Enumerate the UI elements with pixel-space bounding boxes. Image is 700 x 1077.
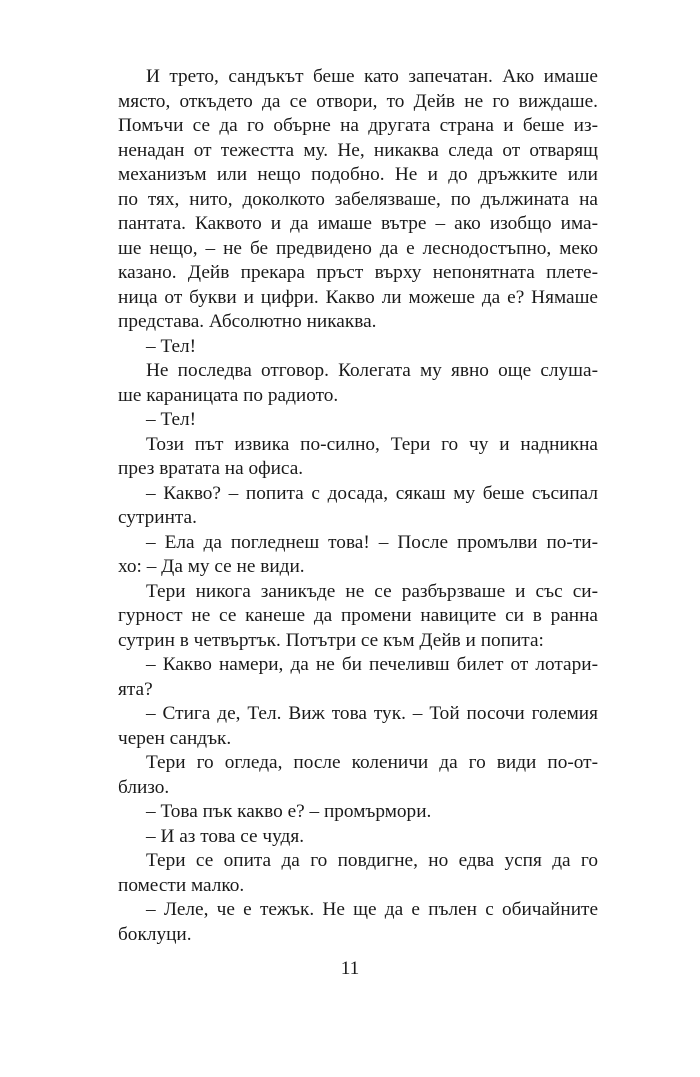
text-line: ше караницата по радиото. bbox=[118, 384, 339, 406]
text-line: – Ела да погледнеш това! – После промълви по-ти- bbox=[146, 531, 598, 553]
text-line: хо: – Да му се не види. bbox=[118, 556, 305, 577]
text-line: Тери го огледа, после коленичи да го види по-от- bbox=[146, 752, 598, 773]
page-body-text bbox=[118, 65, 598, 947]
text-line: ше нещо, – не бе предвидено да е леснодостъпно, меко bbox=[118, 237, 598, 259]
text-line: сутринта. bbox=[118, 507, 197, 528]
text-line: по тях, нито, доколкото забелязваше, по дължината на bbox=[118, 188, 598, 210]
text-line: черен сандък. bbox=[118, 727, 232, 749]
text-line: представа. Абсолютно никаква. bbox=[118, 311, 377, 332]
text-line: през вратата на офиса. bbox=[118, 458, 304, 479]
text-line: Помъчи се да го обърне на другата страна и беше из- bbox=[118, 115, 598, 136]
text-line: ята? bbox=[118, 678, 153, 700]
text-line: – Това пък какво е? – промърмори. bbox=[146, 801, 432, 822]
text-line: Тери се опита да го повдигне, но едва успя да го bbox=[146, 850, 598, 871]
text-line: боклуци. bbox=[118, 923, 192, 945]
text-line: Този път извика по-силно, Тери го чу и надникна bbox=[146, 433, 598, 455]
text-line: място, откъдето да се отвори, то Дейв не го виждаше. bbox=[118, 90, 598, 112]
text-line: – Какво намери, да не би печеливш билет от лотари- bbox=[146, 654, 598, 675]
text-line: И трето, сандъкът беше като запечатан. Ако имаше bbox=[146, 66, 598, 87]
text-line: гурност не се канеше да промени навиците си в ранна bbox=[118, 605, 598, 626]
text-line: пантата. Каквото и да имаше вътре – ако изобщо има- bbox=[118, 213, 598, 234]
page-number: 11 bbox=[340, 958, 360, 979]
text-line: близо. bbox=[118, 776, 170, 798]
text-line: Не последва отговор. Колегата му явно още слуша- bbox=[146, 360, 598, 381]
text-line: казано. Дейв прекара пръст върху непонятната плете- bbox=[118, 262, 598, 283]
text-line: – Тел! bbox=[146, 335, 197, 357]
text-line: ненадан от тежестта му. Не, никаква следа от отварящ bbox=[118, 139, 598, 161]
text-line: – Тел! bbox=[146, 409, 197, 430]
text-line: – Стига де, Тел. Виж това тук. – Той посочи големия bbox=[146, 703, 598, 724]
text-line: механизъм или нещо подобно. Не и до дръжките или bbox=[118, 164, 598, 185]
text-line: – И аз това се чудя. bbox=[146, 825, 305, 847]
text-line: – Какво? – попита с досада, сякаш му беше съсипал bbox=[146, 482, 598, 504]
text-line: помести малко. bbox=[118, 874, 245, 896]
text-line: сутрин в четвъртък. Потътри се към Дейв и попита: bbox=[118, 629, 544, 651]
text-line: Тери никога заникъде не се разбързваше и със си- bbox=[146, 580, 598, 602]
text-line: – Леле, че е тежък. Не ще да е пълен с обичайните bbox=[146, 899, 598, 920]
text-line: ница от букви и цифри. Какво ли можеше да е? Нямаше bbox=[118, 286, 598, 308]
